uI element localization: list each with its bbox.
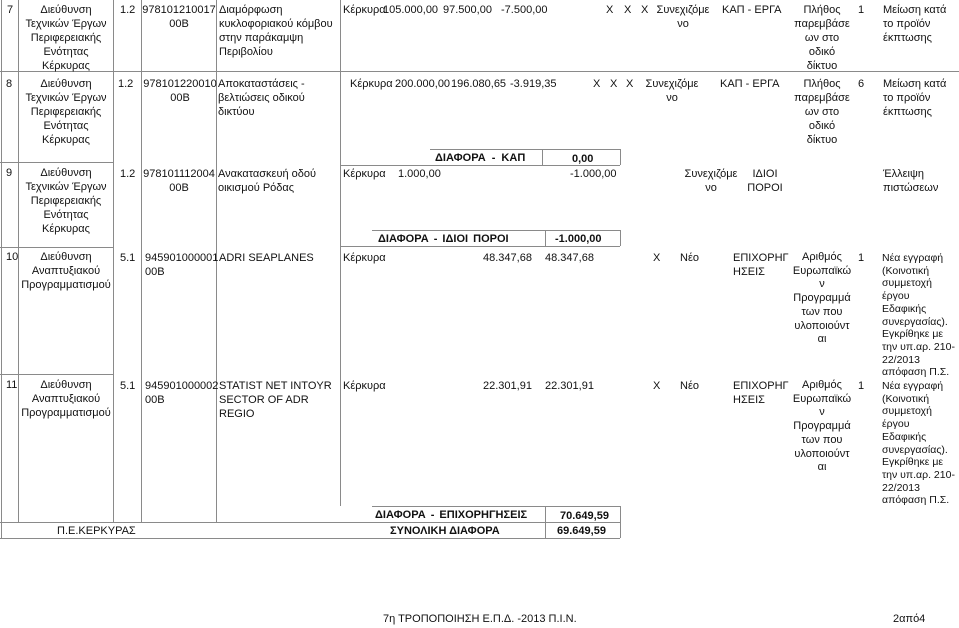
table-rule bbox=[0, 522, 620, 523]
page-number: 2από4 bbox=[893, 613, 926, 625]
row-7-number: 7 bbox=[7, 4, 14, 16]
row-11-location: Κέρκυρα bbox=[343, 380, 386, 392]
row-11-number: 11 bbox=[6, 379, 18, 391]
row-9-title: Ανακατασκευή οδού οικισμού Ρόδας bbox=[218, 168, 317, 194]
row-9-code: 978101112004 00B bbox=[143, 168, 215, 194]
row-8-indicator-value: 6 bbox=[858, 78, 865, 90]
row-7-difference: -7.500,00 bbox=[501, 4, 548, 16]
footer-title: 7η ΤΡΟΠΟΠΟΙΗΣΗ Ε.Π.Δ. -2013 Π.Ι.Ν. bbox=[383, 613, 577, 625]
row-9-status: Συνεχιζόμε νο bbox=[684, 168, 738, 194]
row-7-location: Κέρκυρα bbox=[343, 4, 386, 16]
table-rule bbox=[0, 247, 113, 248]
table-rule bbox=[545, 506, 546, 538]
row-8-indicator: Πλήθος παρεμβάσε ων στο οδικό δίκτυο bbox=[794, 78, 850, 146]
row-7-measure: 1.2 bbox=[120, 4, 136, 16]
row-9-measure: 1.2 bbox=[120, 168, 136, 180]
table-rule bbox=[1, 0, 2, 538]
row-10-code: 945901000001 00B bbox=[145, 252, 219, 278]
row-7-mark: X bbox=[606, 4, 614, 16]
row-7-indicator: Πλήθος παρεμβάσε ων στο οδικό δίκτυο bbox=[794, 4, 850, 72]
row-11-directorate: Διεύθυνση Αναπτυξιακού Προγραμματισμού bbox=[21, 379, 111, 419]
row-8-location: Κέρκυρα bbox=[350, 78, 393, 90]
table-rule bbox=[0, 162, 113, 163]
row-10-difference: 48.347,68 bbox=[545, 252, 594, 264]
row-8-remarks: Μείωση κατά το προϊόν έκπτωσης bbox=[883, 78, 947, 118]
row-7-title: Διαμόρφωση κυκλοφοριακού κόμβου στην παράκαμψη Περιβολίου bbox=[219, 4, 333, 58]
row-10-number: 10 bbox=[6, 251, 19, 263]
row-7-remarks: Μείωση κατά το προϊόν έκπτωσης bbox=[883, 4, 947, 44]
row-11-remarks: Νέα εγγραφή (Κοινοτική συμμετοχή έργου Εδαφικής συνεργασίας). Εγκρίθηκε με την υπ.αρ. 210- 22/2013 απόφαση Π.Σ. bbox=[882, 380, 955, 507]
row-10-indicator-value: 1 bbox=[858, 252, 865, 264]
subtotal-own-resources-label: ΔΙΑΦΟΡΑ - ΙΔΙΟΙ ΠΟΡΟΙ bbox=[378, 233, 509, 245]
row-8-initial-budget: 200.000,00 bbox=[395, 78, 451, 90]
row-9-initial-budget: 1.000,00 bbox=[398, 168, 441, 180]
table-rule bbox=[620, 149, 621, 165]
row-10-location: Κέρκυρα bbox=[343, 252, 386, 264]
row-11-indicator-value: 1 bbox=[858, 380, 865, 392]
row-11-measure: 5.1 bbox=[120, 380, 136, 392]
row-11-difference: 22.301,91 bbox=[545, 380, 594, 392]
row-7-status: Συνεχιζόμε νο bbox=[656, 4, 710, 30]
row-10-mark: X bbox=[653, 252, 661, 264]
row-7-revised-budget: 97.500,00 bbox=[443, 4, 492, 16]
row-11-mark: X bbox=[653, 380, 661, 392]
regional-unit-label: Π.Ε.ΚΕΡΚΥΡΑΣ bbox=[57, 525, 136, 537]
subtotal-kap-value: 0,00 bbox=[572, 153, 594, 165]
table-rule bbox=[340, 0, 341, 506]
row-10-measure: 5.1 bbox=[120, 252, 136, 264]
row-9-number: 9 bbox=[6, 167, 13, 179]
row-7-directorate: Διεύθυνση Τεχνικών Έργων Περιφερειακής Ενότητας Κέρκυρας bbox=[25, 4, 107, 72]
row-10-remarks: Νέα εγγραφή (Κοινοτική συμμετοχή έργου Εδαφικής συνεργασίας). Εγκρίθηκε με την υπ.αρ. 210- 22/2013 απόφαση Π.Σ. bbox=[882, 252, 955, 379]
table-rule bbox=[620, 506, 621, 538]
row-7-indicator-value: 1 bbox=[858, 4, 865, 16]
row-7-code: 978101210017 00B bbox=[142, 4, 216, 30]
row-8-mark: X bbox=[593, 78, 601, 90]
row-8-title: Αποκαταστάσεις - βελτιώσεις οδικού δικτύου bbox=[218, 78, 305, 118]
row-11-title: STATIST NET INTOYR SECTOR OF ADR REGIO bbox=[219, 380, 332, 420]
row-10-status: Νέο bbox=[680, 252, 699, 264]
row-8-number: 8 bbox=[6, 78, 13, 90]
row-11-revised-budget: 22.301,91 bbox=[483, 380, 532, 392]
row-7-funding: ΚΑΠ - ΕΡΓΑ bbox=[722, 4, 782, 16]
row-11-code: 945901000002 00B bbox=[145, 380, 219, 406]
row-11-funding: ΕΠΙΧΟΡΗΓ ΗΣΕΙΣ bbox=[733, 380, 789, 406]
row-8-measure: 1.2 bbox=[118, 78, 134, 90]
table-rule bbox=[141, 0, 142, 522]
table-rule bbox=[0, 374, 113, 375]
row-9-location: Κέρκυρα bbox=[343, 168, 386, 180]
row-11-indicator: Αριθμός Ευρωπαϊκώ ν Προγραμμά των που υλοποιούντ αι bbox=[792, 379, 852, 474]
row-9-difference: -1.000,00 bbox=[570, 168, 617, 180]
row-7-initial-budget: 105.000,00 bbox=[383, 4, 439, 16]
row-9-funding: ΙΔΙΟΙ ΠΟΡΟΙ bbox=[747, 168, 783, 194]
table-rule bbox=[0, 538, 620, 539]
subtotal-kap-label: ΔΙΑΦΟΡΑ - ΚΑΠ bbox=[435, 152, 526, 164]
subtotal-grants-label: ΔΙΑΦΟΡΑ - ΕΠΙΧΟΡΗΓΗΣΕΙΣ bbox=[375, 509, 528, 521]
table-rule bbox=[545, 230, 546, 246]
row-10-title: ADRI SEAPLANES bbox=[219, 252, 314, 264]
table-rule bbox=[620, 230, 621, 246]
row-10-revised-budget: 48.347,68 bbox=[483, 252, 532, 264]
row-10-indicator: Αριθμός Ευρωπαϊκώ ν Προγραμμά των που υλοποιούντ αι bbox=[792, 251, 852, 346]
subtotal-own-resources-value: -1.000,00 bbox=[555, 233, 602, 245]
row-11-status: Νέο bbox=[680, 380, 699, 392]
subtotal-grants-value: 70.649,59 bbox=[560, 510, 609, 522]
table-rule bbox=[430, 149, 620, 150]
total-difference-label: ΣΥΝΟΛΙΚΗ ΔΙΑΦΟΡΑ bbox=[390, 525, 500, 537]
row-8-directorate: Διεύθυνση Τεχνικών Έργων Περιφερειακής Ενότητας Κέρκυρας bbox=[25, 78, 107, 146]
table-rule bbox=[542, 149, 543, 165]
row-7-mark: X bbox=[624, 4, 632, 16]
row-10-directorate: Διεύθυνση Αναπτυξιακού Προγραμματισμού bbox=[21, 251, 111, 291]
row-7-mark: X bbox=[641, 4, 649, 16]
row-8-mark: X bbox=[626, 78, 634, 90]
row-8-revised-budget: 196.080,65 bbox=[451, 78, 507, 90]
row-9-remarks: Έλλειψη πιστώσεων bbox=[883, 168, 939, 194]
table-rule bbox=[372, 506, 620, 507]
row-8-difference: -3.919,35 bbox=[510, 78, 557, 90]
table-rule bbox=[341, 246, 620, 247]
total-difference-value: 69.649,59 bbox=[557, 525, 606, 537]
row-8-funding: ΚΑΠ - ΕΡΓΑ bbox=[720, 78, 780, 90]
row-8-mark: X bbox=[610, 78, 618, 90]
row-10-funding: ΕΠΙΧΟΡΗΓ ΗΣΕΙΣ bbox=[733, 252, 789, 278]
row-9-directorate: Διεύθυνση Τεχνικών Έργων Περιφερειακής Ενότητας Κέρκυρας bbox=[25, 167, 107, 235]
table-rule bbox=[372, 230, 620, 231]
row-8-status: Συνεχιζόμε νο bbox=[645, 78, 699, 104]
row-8-code: 978101220010 00B bbox=[143, 78, 217, 104]
table-rule bbox=[113, 0, 114, 522]
